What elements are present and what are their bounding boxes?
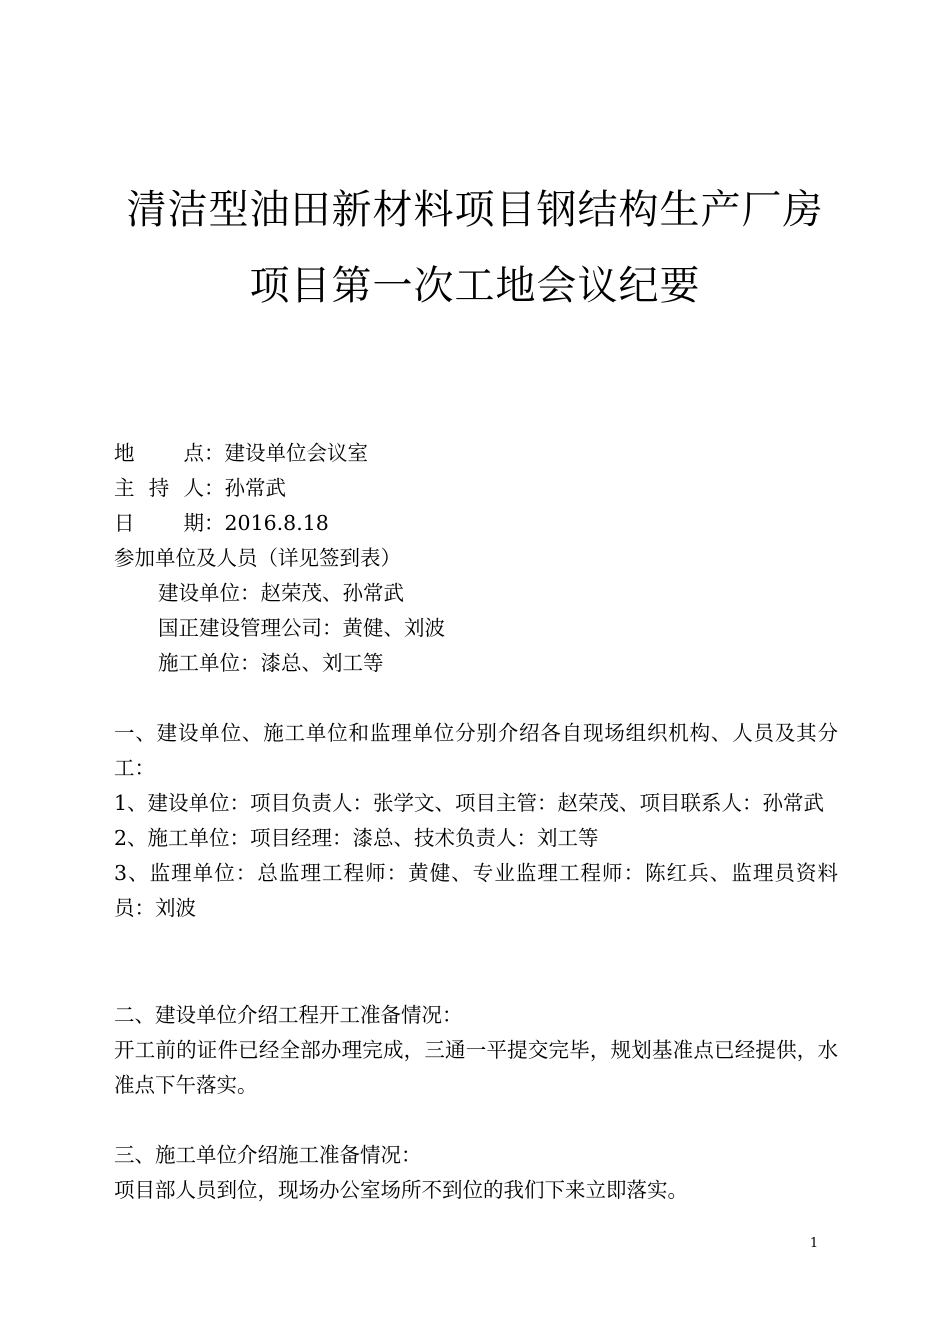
section-1-heading: 一、建设单位、施工单位和监理单位分别介绍各自现场组织机构、人员及其分工： <box>114 721 838 780</box>
section-2-content: 开工前的证件已经全部办理完成，三通一平提交完毕，规划基准点已经提供，水准点下午落实。 <box>114 1038 838 1097</box>
section-1-item: 3、监理单位：总监理工程师：黄健、专业监理工程师：陈红兵、监理员资料员：刘波 <box>114 861 838 920</box>
section-2-heading: 二、建设单位介绍工程开工准备情况： <box>114 1003 463 1027</box>
section-3-content: 项目部人员到位，现场办公室场所不到位的我们下来立即落实。 <box>114 1178 688 1202</box>
section-3-heading: 三、施工单位介绍施工准备情况： <box>114 1143 422 1167</box>
date-value: ：2016.8.18 <box>204 511 329 535</box>
participants-heading: 参加单位及人员（详见签到表） <box>114 546 401 570</box>
host-row <box>114 471 838 506</box>
meeting-info <box>114 436 838 681</box>
section-1-item: 1、建设单位：项目负责人：张学文、项目主管：赵荣茂、项目联系人：孙常武 <box>114 791 825 815</box>
participant-item: 国正建设管理公司：黄健、刘波 <box>158 616 445 640</box>
location-row <box>114 436 838 471</box>
section-2 <box>114 998 838 1103</box>
location-label: 地点 <box>114 441 204 465</box>
date-row <box>114 506 838 541</box>
date-label: 日期 <box>114 511 204 535</box>
section-3 <box>114 1138 838 1208</box>
participant-item: 施工单位：漆总、刘工等 <box>158 651 384 675</box>
document-title-line-2: 项目第一次工地会议纪要 <box>249 263 701 309</box>
section-1 <box>114 716 838 926</box>
document-title-line-1: 清洁型油田新材料项目钢结构生产厂房 <box>126 187 824 233</box>
participant-item: 建设单位：赵荣茂、孙常武 <box>158 581 404 605</box>
section-1-item: 2、施工单位：项目经理：漆总、技术负责人：刘工等 <box>114 826 599 850</box>
location-value: ：建设单位会议室 <box>204 441 368 465</box>
page-number: 1 <box>809 1236 819 1251</box>
host-label: 主持人 <box>114 476 204 500</box>
host-value: ：孙常武 <box>204 476 286 500</box>
